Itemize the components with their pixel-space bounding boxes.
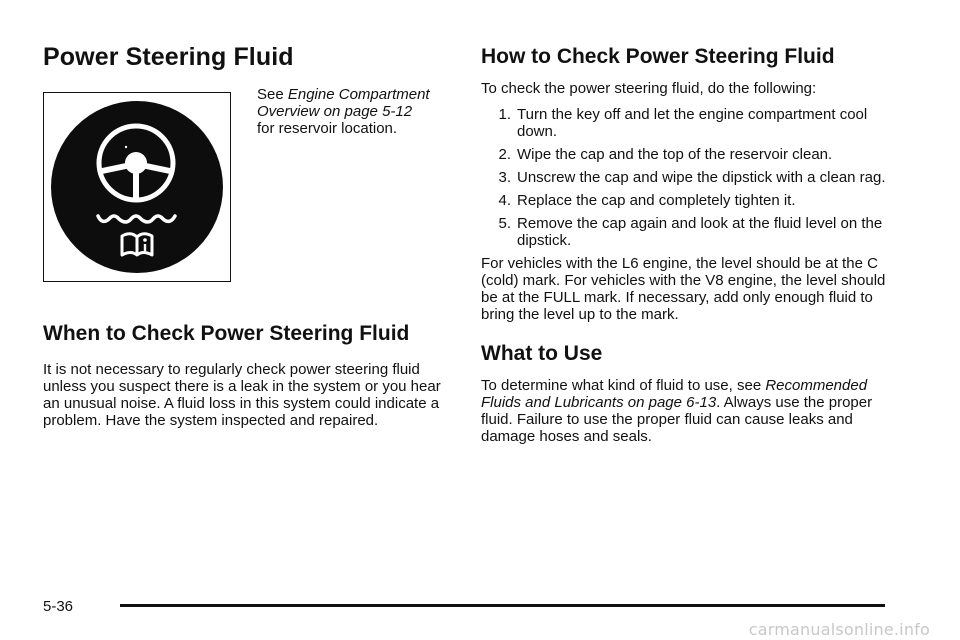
list-item: 3. Unscrew the cap and wipe the dipstick with a clean rag.	[498, 169, 886, 186]
check-steps-list	[481, 106, 901, 249]
list-item: 4. Replace the cap and completely tighten it.	[498, 192, 796, 209]
engine-compartment-link[interactable]: Engine Compartment Overview on page 5-12	[257, 86, 430, 120]
watermark: carmanualsonline.info	[748, 620, 930, 639]
left-column	[43, 42, 453, 429]
when-to-check-body: It is not necessary to regularly check power steering fluid unless you suspect there is a leak in the system or you hear an unusual noise. A fluid loss in this system could indicate a problem. Have the system inspected and repaired.	[43, 361, 441, 429]
what-to-use-heading: What to Use	[481, 342, 603, 365]
when-to-check-heading: When to Check Power Steering Fluid	[43, 322, 410, 345]
power-steering-fluid-icon	[47, 97, 227, 277]
how-to-check-intro: To check the power steering fluid, do the following:	[481, 80, 817, 97]
page-number: 5-36	[43, 598, 74, 615]
what-to-use-section	[481, 341, 901, 445]
reservoir-location-note: See Engine Compartment Overview on page 5-12 for reservoir location.	[257, 86, 430, 137]
what-to-use-body: To determine what kind of fluid to use, see Recommended Fluids and Lubricants on page 6-13. Always use the proper fluid. Failure to use the proper fluid can cause leaks and damage hoses and seals.	[481, 377, 873, 445]
fluid-level-note: For vehicles with the L6 engine, the level should be at the C (cold) mark. For vehicles with the V8 engine, the level should be at the FULL mark. If necessary, add only enough fluid to bring the level up to the mark.	[481, 255, 886, 323]
list-item: 5. Remove the cap again and look at the fluid level on the dipstick.	[498, 215, 883, 249]
right-column	[481, 44, 901, 445]
how-to-check-heading: How to Check Power Steering Fluid	[481, 45, 835, 68]
list-item: 1. Turn the key off and let the engine compartment cool down.	[498, 106, 868, 140]
footer-divider	[120, 604, 885, 607]
reservoir-intro	[43, 86, 453, 292]
list-item: 2. Wipe the cap and the top of the reservoir clean.	[498, 146, 833, 163]
power-steering-fluid-symbol-box	[43, 92, 231, 282]
page-title: Power Steering Fluid	[43, 43, 294, 71]
recommended-fluids-link[interactable]: Recommended Fluids and Lubricants on page 6-13	[481, 377, 868, 411]
when-to-check-section	[43, 321, 453, 429]
